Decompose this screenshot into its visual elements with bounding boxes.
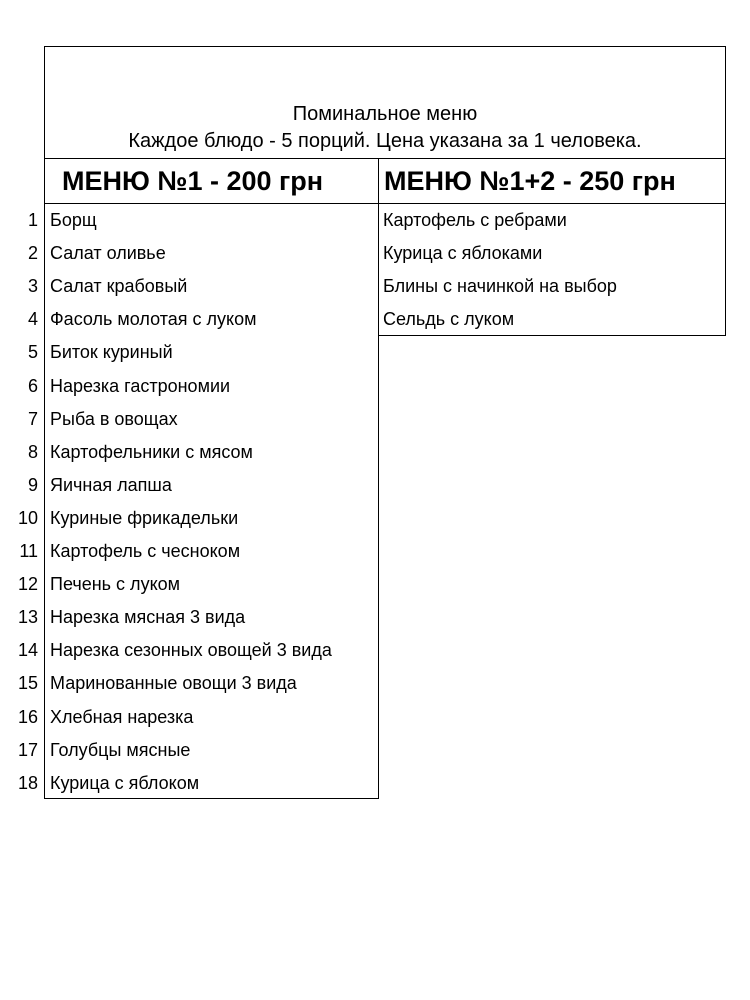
row-number: 17 bbox=[17, 739, 38, 760]
row-number: 3 bbox=[27, 276, 38, 297]
menu-subtitle: Каждое блюдо - 5 порций. Цена указана за 1 человека. bbox=[128, 130, 642, 152]
row-number: 7 bbox=[27, 408, 38, 429]
menu2-heading: МЕНЮ №1+2 - 250 грн bbox=[378, 158, 726, 204]
menu1-item-name: Яичная лапша bbox=[50, 474, 172, 495]
menu1-item-name: Салат оливье bbox=[50, 243, 166, 264]
menu1-item-name: Хлебная нарезка bbox=[50, 706, 194, 727]
menu1-item-name: Печень с луком bbox=[50, 574, 181, 595]
row-number: 13 bbox=[17, 607, 38, 628]
row-number: 16 bbox=[17, 706, 38, 727]
row-number: 5 bbox=[27, 342, 38, 363]
menu1-item-name: Картофель с чесноком bbox=[50, 541, 241, 561]
row-number: 18 bbox=[17, 772, 38, 793]
menu1-item-name: Картофельники с мясом bbox=[50, 441, 253, 462]
menu1-item-name: Нарезка сезонных овощей 3 вида bbox=[50, 640, 332, 661]
menu2-item-name: Картофель с ребрами bbox=[383, 210, 567, 230]
menu2-item-name: Блины с начинкой на выбор bbox=[383, 276, 617, 297]
menu1-item-name: Курица с яблоком bbox=[50, 772, 200, 793]
row-number: 6 bbox=[27, 375, 38, 396]
menu1-item-name: Нарезка мясная 3 вида bbox=[50, 607, 246, 628]
menu1-item-name: Голубцы мясные bbox=[50, 739, 191, 760]
menu-header-box bbox=[44, 46, 726, 159]
menu-title: Поминальное меню bbox=[292, 103, 478, 125]
row-number: 8 bbox=[27, 441, 38, 462]
menu2-item-name: Сельдь с луком bbox=[383, 309, 515, 330]
row-number: 2 bbox=[27, 243, 38, 264]
row-number: 9 bbox=[27, 474, 38, 495]
row-number: 10 bbox=[17, 507, 38, 528]
row-number: 12 bbox=[17, 574, 38, 595]
menu1-item-name: Нарезка гастрономии bbox=[50, 375, 231, 396]
menu1-item-name: Куриные фрикадельки bbox=[50, 507, 239, 528]
menu1-heading: МЕНЮ №1 - 200 грн bbox=[44, 158, 379, 204]
row-number: 11 bbox=[19, 541, 38, 561]
menu1-item-name: Маринованные овощи 3 вида bbox=[50, 673, 297, 694]
row-number: 14 bbox=[17, 640, 38, 661]
row-number: 15 bbox=[17, 673, 38, 694]
menu1-item-name: Борщ bbox=[50, 210, 97, 230]
menu2-item-name: Курица с яблоками bbox=[383, 243, 543, 264]
menu1-item-name: Салат крабовый bbox=[50, 276, 188, 297]
menu1-item-name: Рыба в овощах bbox=[50, 408, 178, 429]
menu1-item-name: Фасоль молотая с луком bbox=[50, 309, 257, 330]
row-number: 1 bbox=[27, 210, 38, 230]
row-number: 4 bbox=[27, 309, 38, 330]
menu1-item-name: Биток куриный bbox=[50, 342, 173, 363]
